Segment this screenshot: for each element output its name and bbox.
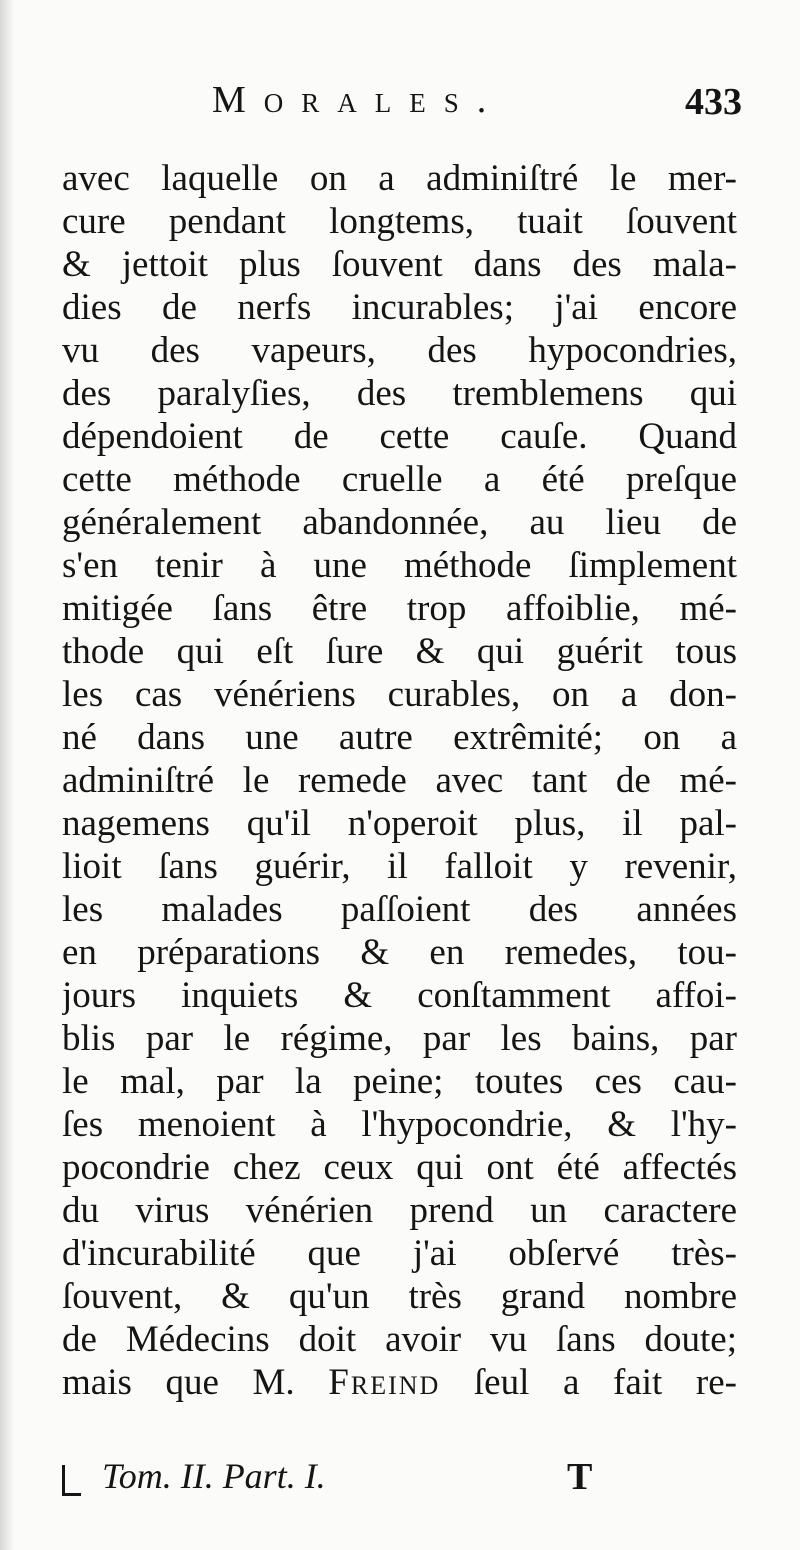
text-line: blis par le régime, par les bains, par	[62, 1018, 737, 1059]
text-line: en préparations & en remedes, tou-	[62, 932, 737, 973]
page-footer	[62, 1455, 737, 1505]
signature-line: Tom. II. Part. I.	[102, 1456, 326, 1496]
author-name: Freind	[328, 1362, 441, 1403]
text-line: cette méthode cruelle a été preſque	[62, 459, 737, 500]
text-line: généralement abandonnée, au lieu de	[62, 502, 737, 543]
text-line: de Médecins doit avoir vu ſans doute;	[62, 1319, 737, 1360]
text-line: dépendoient de cette cauſe. Quand	[62, 416, 737, 457]
page-gutter-shadow	[0, 0, 14, 1550]
text-line: vu des vapeurs, des hypocondries,	[62, 330, 737, 371]
corner-mark	[62, 1465, 81, 1496]
text-line: des paralyſies, des tremblemens qui	[62, 373, 737, 414]
text-segment: mais que M.	[62, 1362, 329, 1403]
signature-mark: T	[567, 1456, 593, 1498]
text-line: jours inquiets & conſtamment affoi-	[62, 975, 737, 1016]
text-line: ſes menoient à l'hypocondrie, & l'hy-	[62, 1104, 737, 1145]
text-line: les cas vénériens curables, on a don-	[62, 674, 737, 715]
text-line: avec laquelle on a adminiſtré le mer-	[62, 158, 737, 199]
text-line: les malades paſſoient des années	[62, 889, 737, 930]
page-header	[60, 78, 750, 138]
text-line: lioit ſans guérir, il falloit y revenir,	[62, 846, 737, 887]
text-line: d'incurabilité que j'ai obſervé très-	[62, 1233, 737, 1274]
text-line: ſouvent, & qu'un très grand nombre	[62, 1276, 737, 1317]
text-line: pocondrie chez ceux qui ont été affectés	[62, 1147, 737, 1188]
text-line-last	[62, 1361, 737, 1404]
text-line: dies de nerfs incurables; j'ai encore	[62, 287, 737, 328]
text-line: & jettoit plus ſouvent dans des mala-	[62, 244, 737, 285]
text-line: cure pendant longtems, tuait ſouvent	[62, 201, 737, 242]
text-line: adminiſtré le remede avec tant de mé-	[62, 760, 737, 801]
text-segment: ſeul a fait re-	[440, 1362, 737, 1403]
text-line: le mal, par la peine; toutes ces cau-	[62, 1061, 737, 1102]
text-line: nagemens qu'il n'operoit plus, il pal-	[62, 803, 737, 844]
body-text	[62, 157, 737, 1404]
text-line: thode qui eſt ſure & qui guérit tous	[62, 631, 737, 672]
page-number: 433	[685, 81, 742, 123]
text-line: né dans une autre extrêmité; on a	[62, 717, 737, 758]
text-line: du virus vénérien prend un caractere	[62, 1190, 737, 1231]
running-title: Morales.	[212, 79, 505, 121]
text-line: mitigée ſans être trop affoiblie, mé-	[62, 588, 737, 629]
text-line: s'en tenir à une méthode ſimplement	[62, 545, 737, 586]
